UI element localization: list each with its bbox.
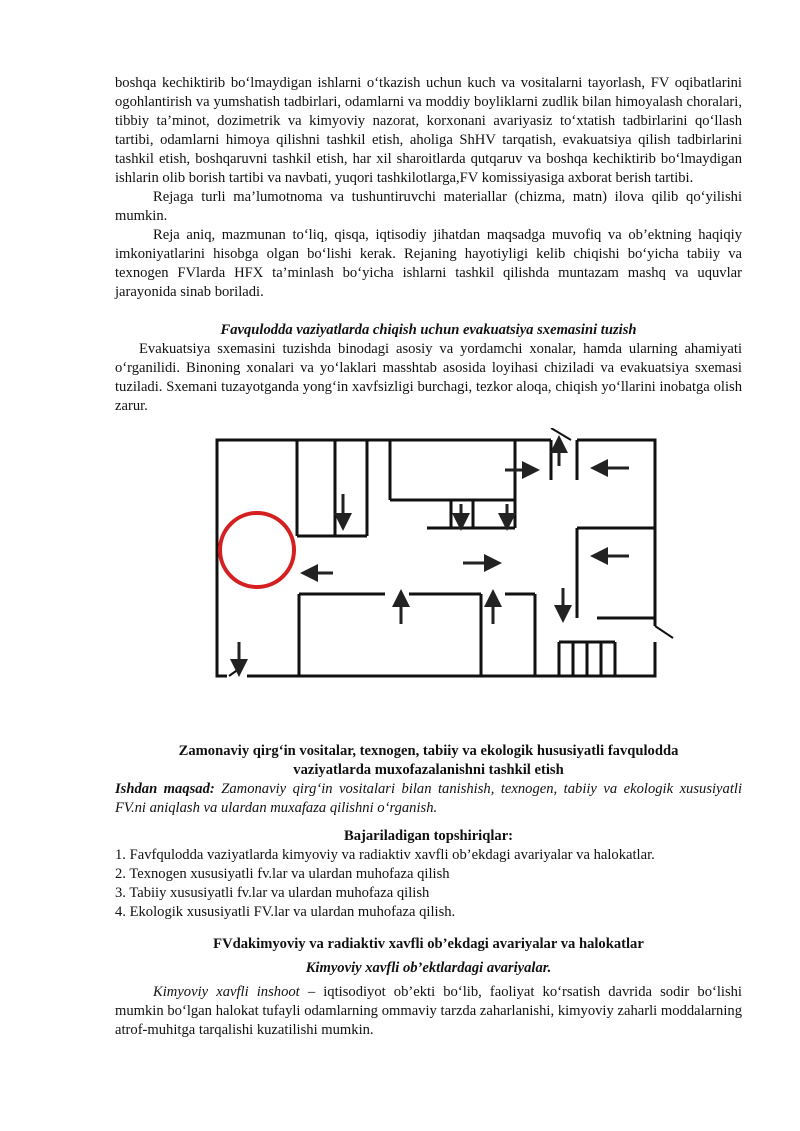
list-item: 1. Favfqulodda vaziyatlarda kimyoviy va radiaktiv xavfli ob’ekdagi avariyalar va halokatlar.	[115, 847, 655, 863]
section-two	[115, 742, 742, 1040]
list-item: 3. Tabiiy xususiyatli fv.lar va ulardan muhofaza qilish	[115, 885, 430, 901]
list-item: 2. Texnogen xususiyatli fv.lar va ulardan muhofaza qilish	[115, 866, 450, 882]
definition-term: Kimyoviy xavfli inshoot	[153, 984, 300, 1000]
document-body	[115, 74, 742, 416]
definition-paragraph: Kimyoviy xavfli inshoot – iqtisodiyot ob’ekti bo‘lib, faoliyat ko‘rsatish davrida sodir bo‘lishi mumkin bo‘lgan halokat tufayli odamlarning ommaviy tarzda zaharlanishi, kimyoviy zaharli moddalarning atrof-muhitga tarqalishi kuzatilishi mumkin.	[115, 984, 742, 1038]
paragraph: Rejaga turli ma’lumotnoma va tushuntiruvchi materiallar (chizma, matn) ilova qilib qo‘yilishi mumkin.	[115, 189, 742, 224]
tasks-heading: Bajariladigan topshiriqlar:	[343, 828, 514, 844]
section-heading: Favqulodda vaziyatlarda chiqish uchun evakuatsiya sxemasini tuzish	[220, 322, 637, 338]
paragraph: boshqa kechiktirib bo‘lmaydigan ishlarni o‘tkazish uchun kuch va vositalarni tayorlash, FV oqibatlarini ogohlantirish va yumshatish tadbirlari, odamlarni va moddiy boyliklarni zudlik bilan himoyalash choralari, tibbiy ta’minot, dozimetrik va kimyoviy nazorat, korxonani avariyasiz to‘xtatish tadbirlarini qo‘llash tartibi, odamlarni himoya qilishni tashkil etish, aholiga ShHV tarqatish, evakuatsiya qilish tadbirlarini tashkil etish, boshqaruvni tashkil etish, har xil sharoitlarda qutqaruv va boshqa kechiktirib bo‘lmaydigan ishlarin olib borish tartibi va navbati, yuqori tashkilotlarga,FV komissiyasiga axborat berish tartibi.	[115, 75, 742, 186]
goal-text: Zamonaviy qirg‘in vositalari bilan tanishish, texnogen, tabiiy va ekologik xususiyatli FV.ni aniqlash va ulardan muxafaza qilishni o‘rganish.	[115, 781, 742, 816]
list-item: 4. Ekologik xususiyatli FV.lar va ulardan muhofaza qilish.	[115, 904, 456, 920]
paragraph: Reja aniq, mazmunan to‘liq, qisqa, iqtisodiy jihatdan maqsadga muvofiq va ob’ektning haqiqiy imkoniyatlarini hisobga olgan bo‘lishi kerak. Rejaning hayotiyligi kelib chiqishi bo‘yicha tabiiy va texnogen FVlarda HFX ta’minlash bo‘yicha ishlarni tashkil qilishda muntazam mashq va uquvlar jarayonida sinab boriladi.	[115, 227, 742, 300]
section-heading: FVdakimyoviy va radiaktiv xavfli ob’ekdagi avariyalar va halokatlar	[213, 936, 644, 952]
section-heading: Zamonaviy qirg‘in vositalar, texnogen, tabiiy va ekologik hususiyatli favqulodda vaziyatlarda muxofazalanishni tashkil etish	[178, 743, 679, 778]
goal-paragraph	[115, 780, 742, 818]
subsection-heading: Kimyoviy xavfli ob’ektlardagi avariyalar.	[305, 960, 552, 976]
paragraph: Evakuatsiya sxemasini tuzishda binodagi asosiy va yordamchi xonalar, hamda ularning ahamiyati o‘rganilidi. Binoning xonalari va yo‘laklari masshtab asosida loyihasi chiziladi va evakuatsiya sxemasi tuziladi. Sxemani tuzayotganda yong‘in xavfsizligi burchagi, tezkor aloqa, chiqish yo‘llarini inobatga olish zarur.	[115, 341, 742, 414]
goal-label: Ishdan maqsad:	[115, 781, 215, 797]
highlight-circle	[220, 513, 294, 587]
evacuation-plan-diagram	[215, 428, 681, 690]
stair-bars	[559, 642, 615, 676]
